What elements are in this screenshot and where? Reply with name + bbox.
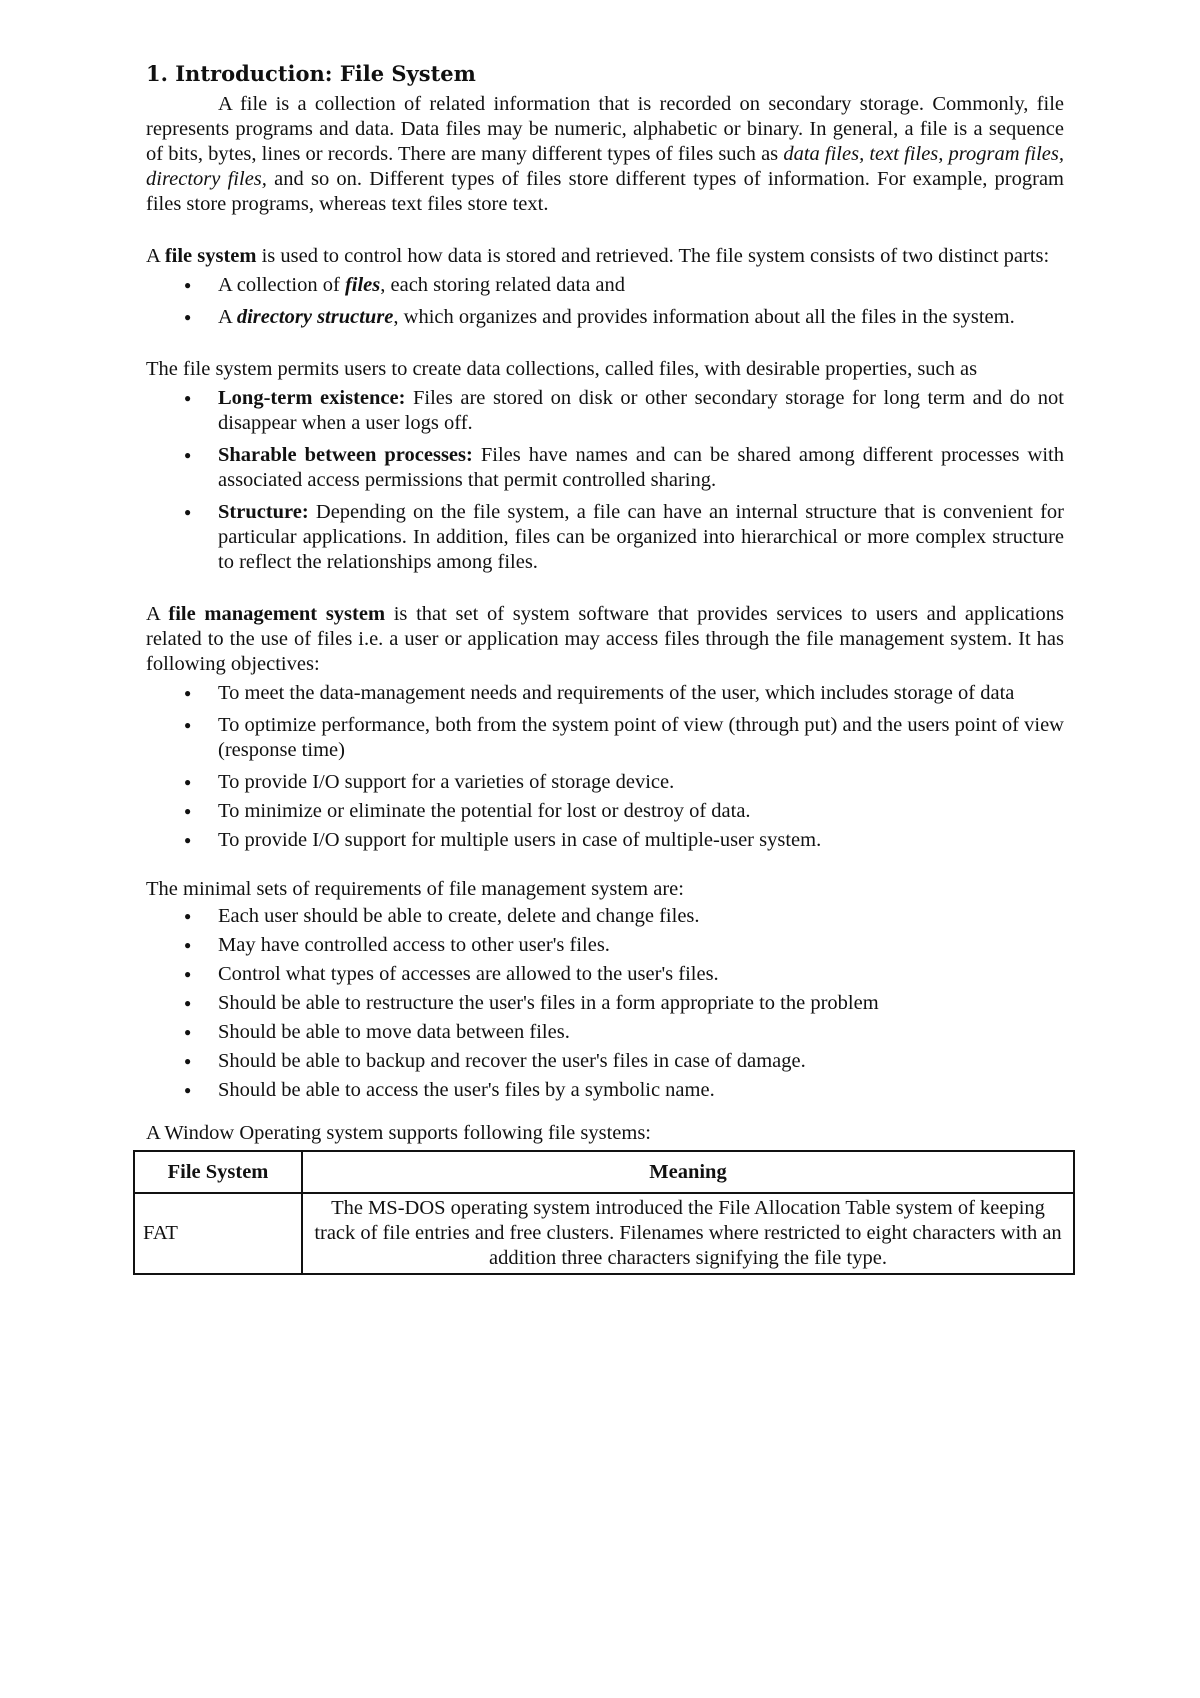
list-item: ● To meet the data-management needs and requirements of the user, which includes storage of data	[218, 681, 1064, 706]
column-header-file-system: File System	[134, 1151, 302, 1193]
table-header-row	[134, 1151, 1074, 1193]
list-item: ● Should be able to access the user's files by a symbolic name.	[218, 1078, 1064, 1103]
list-item: ● Structure: Depending on the file system, a file can have an internal structure that is convenient for particular applications. In addition, files can be organized into hierarchical or more complex structure to reflect the relationships among files.	[218, 500, 1064, 575]
properties-list	[146, 386, 1064, 575]
column-header-meaning: Meaning	[302, 1151, 1074, 1193]
intro-text: A file is a collection of related information that is recorded on secondary storage. Commonly, file represents programs and data. Data files may be numeric, alphabetic or binary. In general, a file is a sequence of bits, bytes, lines or records. There are many different types of files such as	[146, 93, 1064, 165]
list-item: ● Each user should be able to create, delete and change files.	[218, 904, 1064, 929]
fms-paragraph: A file management system is that set of system software that provides services to users and applications related to the use of files i.e. a user or application may access files through the file management system. It has following objectives:	[146, 603, 1064, 675]
properties-intro: The file system permits users to create data collections, called files, with desirable properties, such as	[146, 358, 978, 380]
list-item: ● May have controlled access to other user's files.	[218, 933, 1064, 958]
requirements-intro: The minimal sets of requirements of file management system are:	[146, 878, 684, 900]
section-heading: 1. Introduction: File System	[146, 61, 476, 86]
intro-file-types: data files, text files, program files, directory files,	[146, 143, 1064, 190]
list-item: ● Should be able to move data between files.	[218, 1020, 1064, 1045]
list-item: ● To minimize or eliminate the potential for lost or destroy of data.	[218, 799, 1064, 824]
requirements-list	[146, 904, 1064, 1103]
file-system-name-cell: FAT	[134, 1193, 302, 1274]
intro-text-end: and so on. Different types of files store different types of information. For example, program files store programs, whereas text files store text.	[146, 168, 1064, 215]
file-system-parts-list	[146, 273, 1064, 330]
list-item: ● Should be able to restructure the user's files in a form appropriate to the problem	[218, 991, 1064, 1016]
windows-intro: A Window Operating system supports following file systems:	[146, 1122, 652, 1144]
file-system-term: file system	[164, 245, 257, 267]
list-item: ● Control what types of accesses are allowed to the user's files.	[218, 962, 1064, 987]
list-item: ● To provide I/O support for multiple users in case of multiple-user system.	[218, 828, 1064, 853]
list-item: ● A directory structure, which organizes and provides information about all the files in the system.	[218, 305, 1064, 330]
file-system-paragraph: A file system is used to control how data is stored and retrieved. The file system consists of two distinct parts:	[146, 245, 1050, 267]
document-page	[143, 60, 1064, 1275]
list-item: ● Long-term existence: Files are stored on disk or other secondary storage for long term and do not disappear when a user logs off.	[218, 386, 1064, 436]
list-item: ● Sharable between processes: Files have names and can be shared among different processes with associated access permissions that permit controlled sharing.	[218, 443, 1064, 493]
list-item: ● A collection of files, each storing related data and	[218, 273, 1064, 298]
fms-term: file management system	[168, 603, 386, 625]
file-systems-table	[133, 1150, 1075, 1275]
intro-paragraph	[146, 92, 1064, 217]
list-item: ● To optimize performance, both from the system point of view (through put) and the users point of view (response time)	[218, 713, 1064, 763]
objectives-list	[146, 681, 1064, 853]
list-item: ● Should be able to backup and recover the user's files in case of damage.	[218, 1049, 1064, 1074]
list-item: ● To provide I/O support for a varieties of storage device.	[218, 770, 1064, 795]
file-system-meaning-cell: The MS-DOS operating system introduced the File Allocation Table system of keeping track of file entries and free clusters. Filenames where restricted to eight characters with an addition three characters signifying the file type.	[302, 1193, 1074, 1274]
table-row	[134, 1193, 1074, 1274]
